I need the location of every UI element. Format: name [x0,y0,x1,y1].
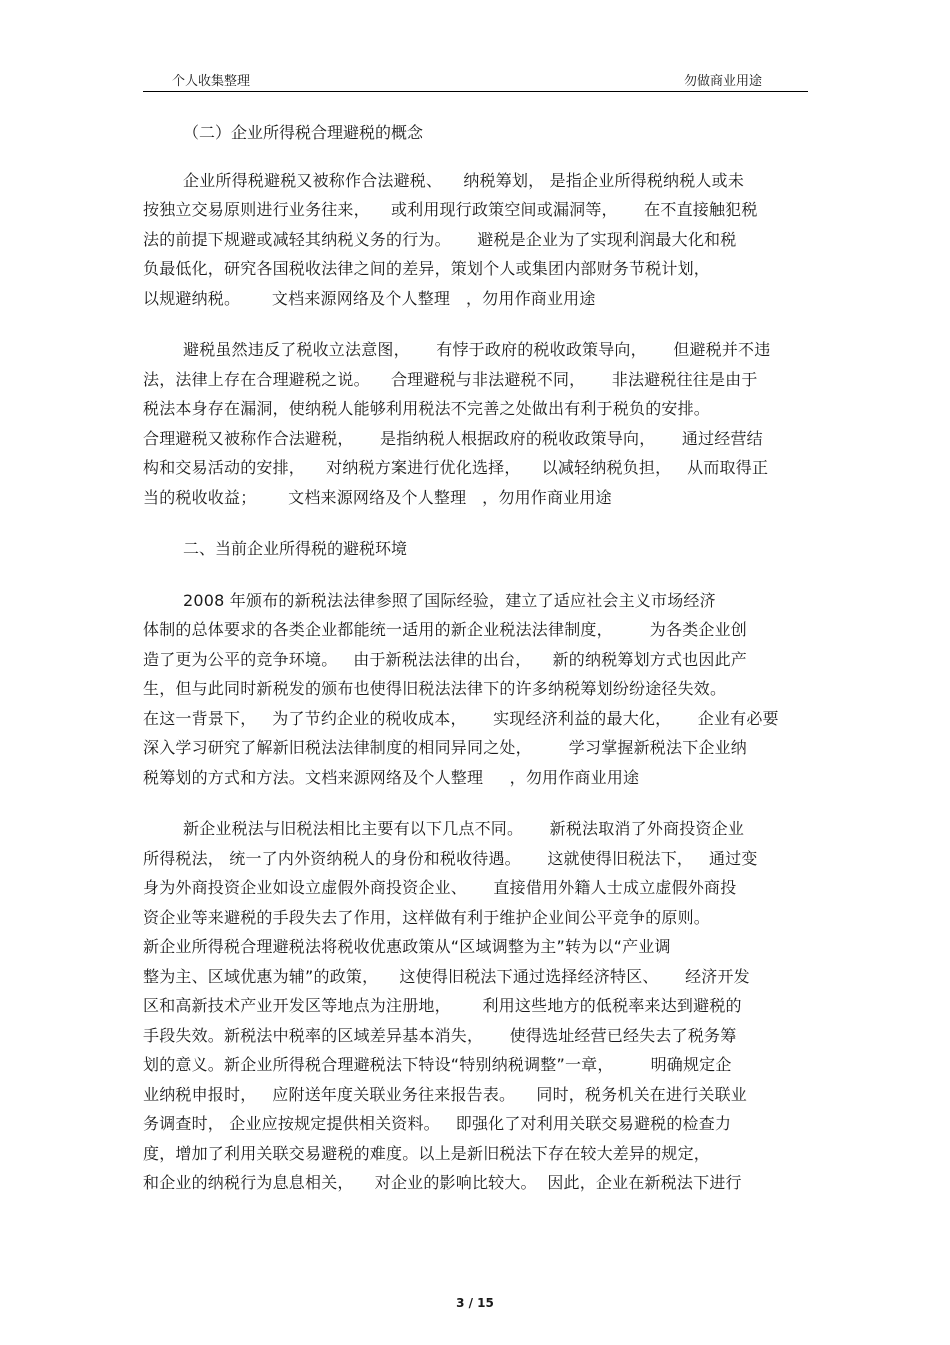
paragraph-line: 当的税收收益； 文档来源网络及个人整理 ，勿用作商业用途 [143,487,612,507]
paragraph-line: 体制的总体要求的各类企业都能统一适用的新企业税法法律制度， 为各类企业创 [143,620,748,639]
paragraph-line: 度，增加了利用关联交易避税的难度。以上是新旧税法下存在较大差异的规定， [143,1143,711,1163]
document-body [143,118,813,1198]
paragraph-line: 在这一背景下， 为了节约企业的税收成本， 实现经济利益的最大化， 企业有必要 [143,708,779,728]
paragraph-line: 整为主、区域优惠为辅”的政策， 这使得旧税法下通过选择经济特区、 经济开发 [143,966,750,986]
paragraph-line: 和企业的纳税行为息息相关， 对企业的影响比较大。 因此，企业在新税法下进行 [143,1173,742,1192]
paragraph-line: 新企业税法与旧税法相比主要有以下几点不同。 新税法取消了外商投资企业 [183,819,745,838]
paragraph-line: 税筹划的方式和方法。文档来源网络及个人整理 ，勿用作商业用途 [143,767,640,787]
paragraph-line: 资企业等来避税的手段失去了作用，这样做有利于维护企业间公平竞争的原则。 [143,907,711,927]
paragraph-line: 企业所得税避税又被称作合法避税、 纳税筹划， 是指企业所得税纳税人或未 [183,170,745,190]
paragraph-line: 手段失效。新税法中税率的区域差异基本消失， 使得选址经营已经失去了税务筹 [143,1025,737,1045]
page-number: 3 / 15 [456,1296,494,1310]
paragraph-4 [143,814,813,1198]
paragraph-line: 区和高新技术产业开发区等地点为注册地， 利用这些地方的低税率来达到避税的 [143,996,742,1015]
paragraph-line: 以规避纳税。 文档来源网络及个人整理 ，勿用作商业用途 [143,288,596,308]
paragraph-line: 所得税法， 统一了内外资纳税人的身份和税收待遇。 这就使得旧税法下， 通过变 [143,848,758,868]
section-heading-concept: （二）企业所得税合理避税的概念 [183,123,424,142]
paragraph-line: 法的前提下规避或减轻其纳税义务的行为。 避税是企业为了实现利润最大化和税 [143,229,737,249]
paragraph-line: 法，法律上存在合理避税之说。 合理避税与非法避税不同， 非法避税往往是由于 [143,369,758,389]
paragraph-line: 合理避税又被称作合法避税， 是指纳税人根据政府的税收政策导向， 通过经营结 [143,428,763,448]
paragraph-line: 生，但与此同时新税发的颁布也使得旧税法法律下的许多纳税筹划纷纷途径失效。 [143,679,727,698]
paragraph-2 [143,335,813,512]
header-divider [143,91,808,92]
paragraph-line: 身为外商投资企业如设立虚假外商投资企业、 直接借用外籍人士成立虚假外商投 [143,878,737,897]
paragraph-line: 2008 年颁布的新税法法律参照了国际经验，建立了适应社会主义市场经济 [183,590,716,610]
paragraph-1 [143,166,813,314]
paragraph-line: 按独立交易原则进行业务往来， 或利用现行政策空间或漏洞等， 在不直接触犯税 [143,200,758,219]
paragraph-line: 造了更为公平的竞争环境。 由于新税法法律的出台， 新的纳税筹划方式也因此产 [143,649,748,669]
paragraph-line: 划的意义。新企业所得税合理避税法下特设“特别纳税调整”一章， 明确规定企 [143,1055,732,1074]
paragraph-3 [143,586,813,793]
section-heading-environment: 二、当前企业所得税的避税环境 [183,539,408,558]
paragraph-line: 深入学习研究了解新旧税法法律制度的相同异同之处， 学习掌握新税法下企业纳 [143,738,748,757]
paragraph-line: 务调查时， 企业应按规定提供相关资料。 即强化了对利用关联交易避税的检查力 [143,1114,732,1133]
paragraph-line: 构和交易活动的安排， 对纳税方案进行优化选择， 以减轻纳税负担， 从而取得正 [143,458,769,477]
paragraph-line: 负最低化，研究各国税收法律之间的差异，策划个人或集团内部财务节税计划， [143,259,711,278]
header-right-text: 勿做商业用途 [683,74,762,89]
header-left-text: 个人收集整理 [172,74,251,89]
paragraph-line: 避税虽然违反了税收立法意图， 有悖于政府的税收政策导向， 但避税并不违 [183,340,771,359]
paragraph-line: 税法本身存在漏洞，使纳税人能够利用税法不完善之处做出有利于税负的安排。 [143,399,711,418]
paragraph-line: 新企业所得税合理避税法将税收优惠政策从“区域调整为主”转为以“产业调 [143,937,671,956]
page-header [0,0,950,92]
paragraph-line: 业纳税申报时， 应附送年度关联业务往来报告表。 同时，税务机关在进行关联业 [143,1084,748,1104]
